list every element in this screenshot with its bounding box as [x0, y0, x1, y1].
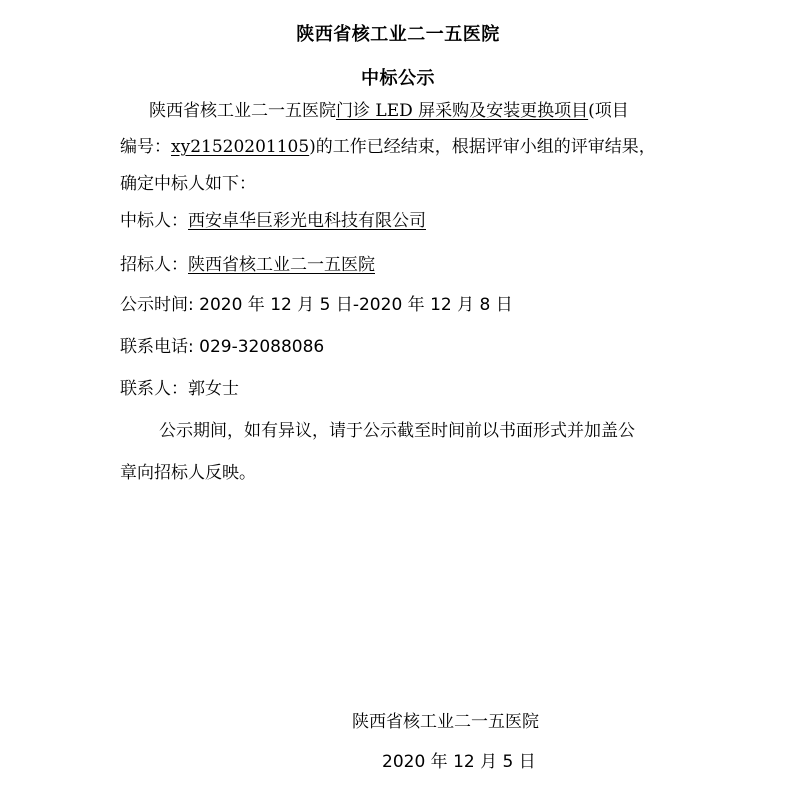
objection-line-1: 公示期间，如有异议，请于公示截至时间前以书面形式并加盖公 — [159, 421, 635, 441]
contact-phone: 联系电话: 029-32088086 — [120, 337, 325, 357]
contact-person: 联系人：郭女士 — [120, 379, 239, 399]
intro-line-2-rest: )的工作已经结束，根据评审小组的评审结果， — [309, 137, 656, 157]
project-no-label: 编号： — [120, 137, 171, 157]
footer-org: 陕西省核工业二一五医院 — [352, 712, 539, 732]
intro-prefix: 陕西省核工业二一五医院 — [149, 101, 336, 121]
project-number: xy21520201105 — [171, 137, 310, 157]
tenderer-label: 招标人： — [120, 255, 188, 275]
intro-line-3: 确定中标人如下： — [120, 174, 256, 194]
objection-line-2: 章向招标人反映。 — [120, 463, 256, 483]
notice-title: 中标公示 — [361, 68, 435, 89]
tenderer-name: 陕西省核工业二一五医院 — [188, 255, 375, 275]
winner-name: 西安卓华巨彩光电科技有限公司 — [188, 211, 426, 231]
intro-line-1 — [149, 96, 629, 121]
winner-row — [120, 206, 426, 231]
project-name: 门诊 LED 屏采购及安装更换项目 — [336, 101, 589, 121]
notice-period: 公示时间: 2020 年 12 月 5 日-2020 年 12 月 8 日 — [120, 295, 513, 315]
intro-line-2 — [120, 132, 656, 157]
project-no-open: (项目 — [588, 101, 629, 121]
footer-date: 2020 年 12 月 5 日 — [382, 752, 536, 772]
winner-label: 中标人： — [120, 211, 188, 231]
tenderer-row — [120, 250, 375, 275]
org-title: 陕西省核工业二一五医院 — [296, 24, 500, 45]
